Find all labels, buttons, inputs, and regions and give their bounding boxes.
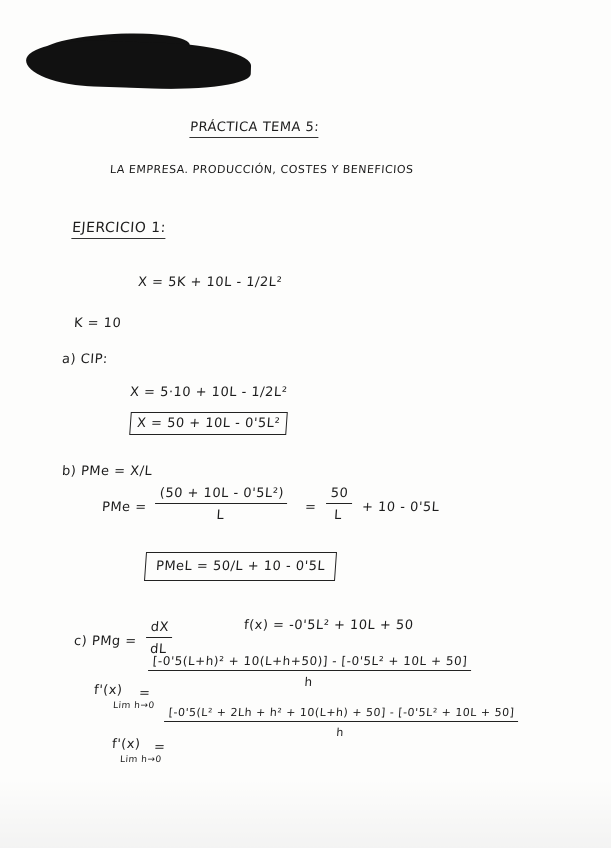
equals-sign: = (153, 740, 166, 755)
fraction-denominator: h (335, 726, 345, 739)
equals-sign: = (304, 500, 317, 515)
limit-fraction-2 (163, 706, 519, 739)
fraction-denominator: L (333, 508, 343, 523)
limit-subscript: Lim h→0 (119, 755, 162, 765)
part-b-label: b) PMe = X/L (61, 464, 153, 479)
bleed-through-shadow (0, 780, 611, 848)
part-c-fraction (145, 620, 174, 657)
part-a-line: X = 5·10 + 10L - 1/2L² (129, 385, 288, 400)
fraction-denominator: dL (149, 642, 168, 657)
part-b-rest: + 10 - 0'5L (361, 500, 440, 515)
function-definition: f(x) = -0'5L² + 10L + 50 (243, 618, 415, 633)
limit-fraction-1 (147, 654, 472, 689)
fraction-denominator: L (215, 508, 225, 523)
fraction-numerator: [-0'5(L² + 2Lh + h² + 10(L+h) + 50] - [-0'5L² + 10L + 50] (168, 706, 515, 719)
part-a-result: X = 50 + 10L - 0'5L² (129, 412, 288, 435)
limit-subscript: Lim h→0 (112, 701, 155, 711)
part-b-fraction (154, 486, 289, 523)
derivative-lhs: f'(x) (111, 737, 142, 752)
part-a-label: a) CIP: (61, 352, 109, 367)
page-title: PRÁCTICA TEMA 5: (189, 120, 319, 138)
fraction-numerator: (50 + 10L - 0'5L²) (159, 486, 285, 501)
part-b-fraction-2 (325, 486, 353, 523)
part-c-label: c) PMg = (73, 634, 138, 649)
part-b-result: PMeL = 50/L + 10 - 0'5L (144, 552, 337, 581)
page-subtitle: LA EMPRESA. PRODUCCIÓN, COSTES Y BENEFICIOS (109, 163, 414, 176)
fraction-denominator: h (304, 675, 314, 689)
fraction-numerator: [-0'5(L+h)² + 10(L+h+50)] - [-0'5L² + 10L + 50] (152, 654, 468, 668)
redaction-mark (25, 38, 251, 92)
fraction-numerator: dX (150, 620, 170, 635)
part-b-lhs: PMe = (101, 500, 148, 515)
equals-sign: = (138, 686, 151, 701)
fraction-numerator: 50 (330, 486, 349, 501)
production-function: X = 5K + 10L - 1/2L² (137, 275, 283, 290)
k-value: K = 10 (73, 316, 122, 331)
derivative-lhs: f'(x) (93, 683, 124, 698)
exercise-heading: EJERCICIO 1: (71, 220, 166, 239)
